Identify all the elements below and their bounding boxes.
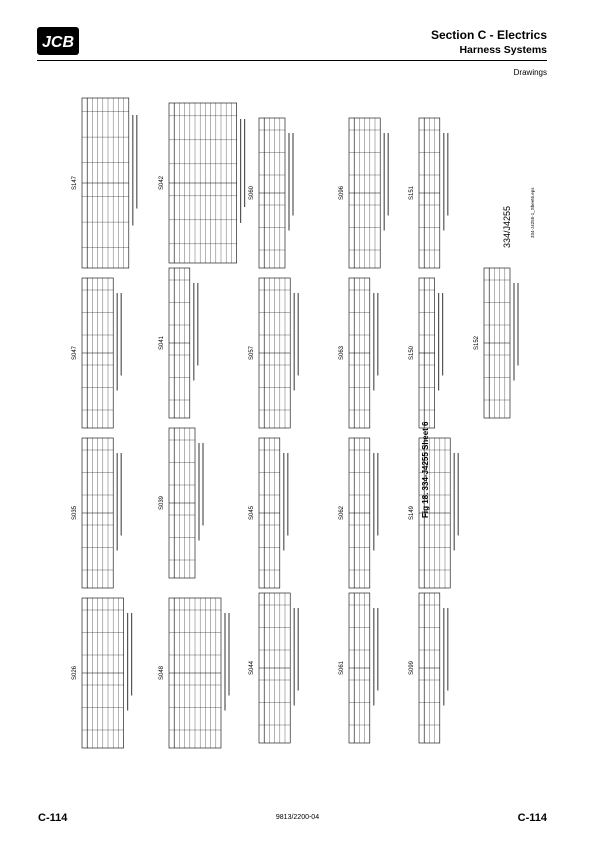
page-number-left: C-114 <box>38 812 68 824</box>
harness-drawing <box>60 88 550 758</box>
splice-table <box>409 438 458 588</box>
jcb-logo <box>37 27 79 55</box>
file-reference: 334-J4255-1_Sheet6.eps <box>530 187 535 238</box>
splice-label: S152 <box>474 335 480 351</box>
splice-label: S035 <box>72 505 78 521</box>
splice-table <box>409 593 448 743</box>
splice-label: S062 <box>339 505 345 521</box>
splice-label: S060 <box>249 185 255 201</box>
splice-label: S061 <box>339 660 345 676</box>
splice-table <box>339 118 388 268</box>
splice-table <box>72 278 121 428</box>
splice-table <box>72 598 132 748</box>
splice-tables <box>72 98 518 748</box>
splice-label: S039 <box>159 495 165 511</box>
section-title: Section C - Electrics <box>430 28 547 42</box>
splice-table <box>474 268 518 418</box>
drawing-number: 334/J4255 <box>502 205 512 248</box>
splice-table <box>249 593 298 743</box>
splice-label: S063 <box>339 345 345 361</box>
splice-table <box>339 438 378 588</box>
splice-table <box>159 103 245 263</box>
splice-label: S099 <box>409 660 415 676</box>
figure-caption: Fig 18. 334-J4255 Sheet 6 <box>421 421 430 518</box>
splice-label: S057 <box>249 345 255 361</box>
splice-label: S149 <box>409 505 415 521</box>
category-label: Drawings <box>513 68 547 77</box>
splice-table <box>339 593 378 743</box>
splice-table <box>72 438 121 588</box>
splice-table <box>339 278 378 428</box>
splice-label: S150 <box>409 345 415 361</box>
splice-label: S048 <box>159 665 165 681</box>
splice-table <box>409 118 448 268</box>
splice-table <box>159 598 229 748</box>
splice-label: S044 <box>249 660 255 676</box>
splice-table <box>409 278 443 428</box>
splice-label: S042 <box>159 175 165 191</box>
splice-table <box>249 278 298 428</box>
subsection-title: Harness Systems <box>459 44 547 56</box>
splice-label: S041 <box>159 335 165 351</box>
logo-text: JCB <box>41 34 75 51</box>
header-rule <box>37 60 547 61</box>
document-number: 9813/2200-04 <box>275 814 320 821</box>
splice-table <box>249 118 293 268</box>
splice-label: S151 <box>409 185 415 201</box>
page-number-right: C-114 <box>517 812 547 824</box>
splice-label: S045 <box>249 505 255 521</box>
splice-label: S047 <box>72 345 78 361</box>
splice-label: S026 <box>72 665 78 681</box>
splice-table <box>159 268 198 418</box>
splice-table <box>72 98 137 268</box>
splice-table <box>249 438 288 588</box>
splice-table <box>159 428 203 578</box>
splice-label: S147 <box>72 175 78 191</box>
splice-label: S096 <box>339 185 345 201</box>
